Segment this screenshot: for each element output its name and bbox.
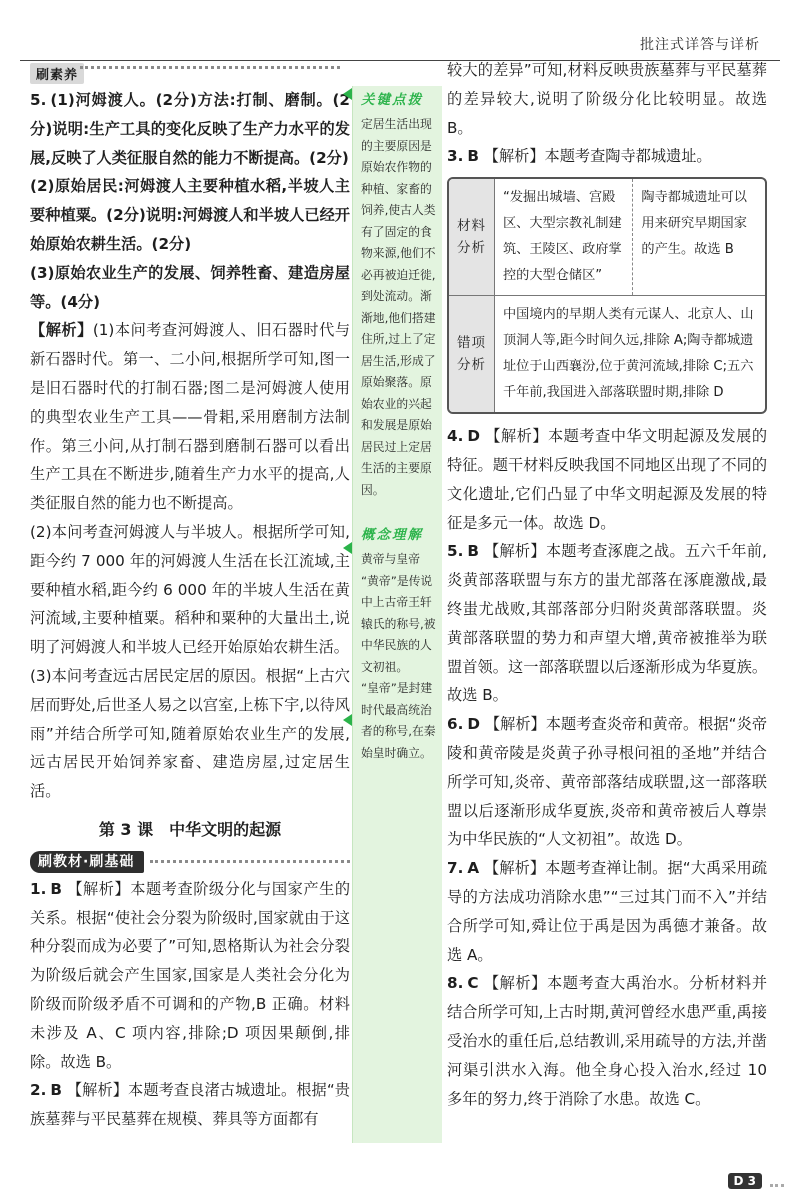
key-points-body: 定居生活出现的主要原因是原始农作物的种植、家畜的饲养,使古人类有了固定的食物来源,他们不必再被迫迁徙,到处流动。渐渐地,他们搭建住所,过上了定居生活,形成了原始聚落。原始农业的兴起和发展是原始居民过上定居生活的主要原因。 [361, 117, 436, 497]
q2-continued: 较大的差异”可知,材料反映贵族墓葬与平民墓葬的差异较大,说明了阶级分化比较明显。故选 B。 [447, 61, 767, 137]
q6-answer: D [467, 715, 480, 734]
section-tag-suyang: 刷素养 [30, 63, 84, 84]
q5-answer: B [467, 542, 479, 561]
question-number: 5. [30, 91, 47, 109]
question-number: 3. [447, 147, 464, 166]
q7-answer: A [467, 859, 480, 878]
q5-answer-2: (2)原始居民:河姆渡人主要种植水稻,半坡人主要种植粟。(2分)说明:河姆渡人和半坡人已经开始原始农耕生活。(2分) [30, 177, 350, 253]
pointer-arrow-icon [343, 542, 352, 554]
q8-block [447, 969, 767, 1113]
left-column [30, 86, 350, 1134]
table-row [449, 179, 765, 295]
q3-block [447, 142, 767, 171]
table-cell: 中国境内的早期人类有元谋人、北京人、山顶洞人等,距今时间久远,排除 A;陶寺都城遗址位于山西襄汾,位于黄河流域,排除 C;五六千年前,我国进入部落联盟时期,排除 D [503, 307, 754, 401]
table-row-label: 材料分析 [449, 179, 495, 295]
question-number: 4. [447, 427, 464, 446]
q7-block [447, 854, 767, 969]
table-row [449, 295, 765, 412]
q4-block [447, 422, 767, 537]
table-cell: 陶寺都城遗址可以用来研究早期国家的产生。故选 B [641, 190, 747, 258]
question-number: 8. [447, 974, 464, 993]
pointer-arrow-icon [343, 88, 352, 100]
q7-text: 【解析】本题考查禅让制。据“大禹采用疏导的方法成功消除水患”“三过其门而不入”并结合所学可知,舜让位于禹是因为禹德才兼备。故选 A。 [447, 859, 768, 964]
q5-answer-3: (3)原始农业生产的发展、饲养牲畜、建造房屋等。(4分) [30, 263, 350, 311]
analysis-label: 【解析】 [30, 321, 93, 340]
q2-answer: B [50, 1081, 62, 1100]
key-points-text [353, 114, 442, 501]
q3-text: 【解析】本题考查陶寺都城遗址。 [483, 147, 712, 166]
q1-block [30, 875, 350, 1077]
q1-answer: B [50, 879, 62, 898]
q5-block [447, 537, 767, 710]
page-number: D 3 [728, 1173, 763, 1189]
section-band-dots [150, 860, 350, 863]
q6-text: 【解析】本题考查炎帝和黄帝。根据“炎帝陵和黄帝陵是炎黄子孙寻根问祖的圣地”并结合所学可知,炎帝、黄帝部落结成联盟,这一部落联盟以后逐渐形成华夏族,炎帝和黄帝被后人尊崇为中华民族的“人文初祖”。故选 D。 [447, 715, 768, 849]
concept-title: 黄帝与皇帝 [361, 552, 420, 566]
lesson-title: 第 3 课 中华文明的起源 [98, 819, 282, 839]
question-number: 2. [30, 1081, 47, 1100]
q2-text-start: 【解析】本题考查良渚古城遗址。根据“贵族墓葬与平民墓葬在规模、葬具等方面都有 [30, 1081, 350, 1129]
q8-text: 【解析】本题考查大禹治水。分析材料并结合所学可知,上古时期,黄河曾经水患严重,禹接受治水的重任后,总结教训,采用疏导的方法,并凿河渠引洪水入海。他全身心投入治水,经过 10 多年的努力,终于消除了水患。故选 C。 [447, 974, 768, 1108]
concept-body-1: “黄帝”是传说中上古帝王轩辕氏的称号,被中华民族的人文初祖。 [361, 573, 436, 674]
q6-block [447, 710, 767, 854]
section-band [30, 851, 350, 873]
q5-answer-1 [30, 86, 350, 172]
footer-dots [770, 1184, 784, 1187]
pointer-arrow-icon [343, 714, 352, 726]
q2-block [30, 1076, 350, 1134]
right-column [447, 56, 767, 1113]
concept-body-2: “皇帝”是封建时代最高统治者的称号,在秦始皇时确立。 [361, 681, 436, 760]
table-row-label: 错项分析 [449, 296, 495, 412]
analysis-table [447, 177, 767, 414]
q4-answer: D [467, 427, 480, 446]
q5-analysis-2: (2)本问考查河姆渡人与半坡人。根据所学可知,距今约 7 000 年的河姆渡人生活在长江流域,主要种植水稻,距今约 6 000 年的半坡人生活在黄河流域,主要种植粟。稻种和粟种的大量出土,说明了河姆渡人和半坡人已经开始原始农耕生活。 [30, 522, 350, 657]
q5-analysis-1 [30, 316, 350, 518]
concept-text [353, 549, 442, 764]
q5-text: 【解析】本题考查涿鹿之战。五六千年前,炎黄部落联盟与东方的蚩尤部落在涿鹿激战,最终蚩尤战败,其部落部分归附炎黄部落联盟。炎黄部落联盟的势力和声望大增,黄帝被推举为联盟首领。这一部落联盟以后逐渐形成为华夏族。故选 B。 [447, 542, 767, 705]
table-cell: “发掘出城墙、宫殿区、大型宗教礼制建筑、王陵区、政府掌控的大型仓储区” [495, 179, 633, 295]
section-tag-dots [80, 66, 340, 69]
annotation-column [352, 86, 442, 1143]
page-header-title: 批注式详答与详析 [640, 37, 760, 53]
question-number: 5. [447, 542, 464, 561]
concept-heading: 概念理解 [361, 527, 423, 543]
q1-text: 【解析】本题考查阶级分化与国家产生的关系。根据“使社会分裂为阶级时,国家就由于这种分裂而成为必要了”可知,恩格斯认为社会分裂为阶级后就会产生国家,国家是人类社会分化为阶级而阶级矛盾不可调和的产物,B 正确。材料未涉及 A、C 项内容,排除;D 项因果颠倒,排除。故选 B。 [30, 879, 351, 1071]
q5-analysis-3: (3)本问考查远古居民定居的原因。根据“上古穴居而野处,后世圣人易之以宫室,上栋下宇,以待风雨”并结合所学可知,随着原始农业生产的发展,远古居民开始饲养家畜、建造房屋,过定居生活。 [30, 666, 350, 801]
question-number: 7. [447, 859, 464, 878]
q3-answer: B [467, 147, 479, 166]
question-number: 6. [447, 715, 464, 734]
q4-text: 【解析】本题考查中华文明起源及发展的特征。题干材料反映我国不同地区出现了不同的文化遗址,它们凸显了中华文明起源及发展的特征是多元一体。故选 D。 [447, 427, 768, 532]
section-band-label: 刷教材·刷基础 [30, 851, 144, 873]
question-number: 1. [30, 879, 47, 898]
key-points-heading: 关键点拨 [361, 92, 423, 108]
q8-answer: C [467, 974, 479, 993]
q5-analysis-1-text: (1)本问考查河姆渡人、旧石器时代与新石器时代。第一、二小问,根据所学可知,图一是旧石器时代的打制石器;图二是河姆渡人使用的典型农业生产工具——骨耜,采用磨制方法制作。第三小问,从打制石器到磨制石器可以看出生产工具在不断进步,随着生产力水平的提高,人类征服自然的能力也不断提高。 [30, 321, 351, 513]
q5-answer-1-text: (1)河姆渡人。(2分)方法:打制、磨制。(2分)说明:生产工具的变化反映了生产力水平的发展,反映了人类征服自然的能力不断提高。(2分) [30, 91, 350, 167]
